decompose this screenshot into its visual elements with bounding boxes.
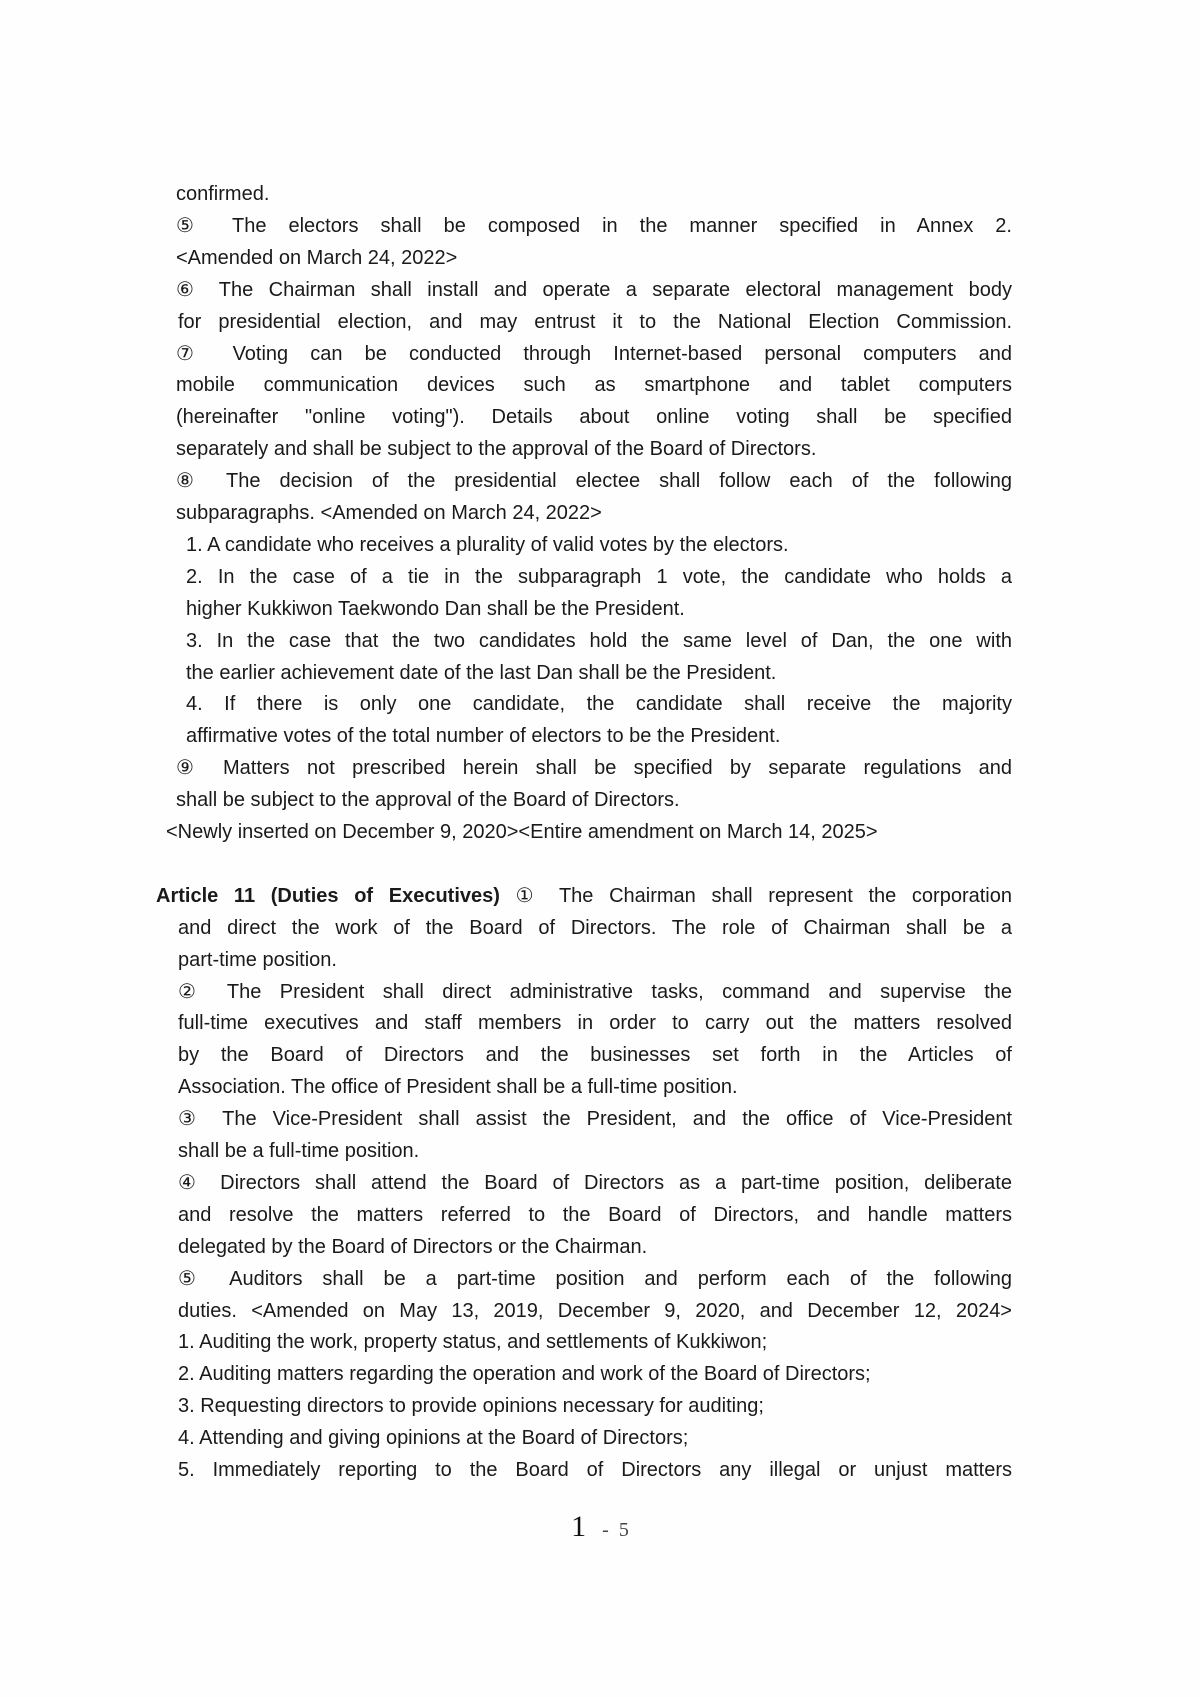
text-line: ③ The Vice-President shall assist the President, and the office of Vice-President [178,1108,1012,1131]
text-line: delegated by the Board of Directors or the Chairman. [178,1235,648,1258]
text-line: for presidential election, and may entrust it to the National Election Commission. [178,310,1012,333]
text-line: 1. Auditing the work, property status, and settlements of Kukkiwon; [178,1331,768,1354]
page-separator: - [602,1519,609,1541]
text-line: <Newly inserted on December 9, 2020><Entire amendment on March 14, 2025> [166,821,878,843]
text-line: ② The President shall direct administrative tasks, command and supervise the [178,980,1012,1003]
text-line: (hereinafter "online voting"). Details about online voting shall be specified [176,406,1012,429]
text-line: mobile communication devices such as smartphone and tablet computers [176,374,1012,397]
text-line: 5. Immediately reporting to the Board of Directors any illegal or unjust matters [178,1459,1012,1481]
text-line: ⑥ The Chairman shall install and operate a separate electoral management body [176,278,1012,301]
text-line: shall be subject to the approval of the Board of Directors. [176,789,680,812]
text-line: 3. Requesting directors to provide opinions necessary for auditing; [178,1395,764,1418]
text-line: confirmed. [176,183,270,205]
text-line: ⑤ Auditors shall be a part-time position and perform each of the following [178,1267,1012,1290]
text-line: 3. In the case that the two candidates hold the same level of Dan, the one with [186,629,1012,652]
text-line: and resolve the matters referred to the Board of Directors, and handle matters [178,1203,1012,1226]
text-line: by the Board of Directors and the businesses set forth in the Articles of [178,1044,1012,1067]
text-line: ⑦ Voting can be conducted through Internet-based personal computers and [176,342,1012,365]
text-line: part-time position. [178,948,337,971]
text-line: ⑧ The decision of the presidential electee shall follow each of the following [176,470,1012,493]
text-line: 1. A candidate who receives a plurality of valid votes by the electors. [186,533,789,556]
text-line: separately and shall be subject to the approval of the Board of Directors. [176,438,817,461]
text-line: 2. Auditing matters regarding the operation and work of the Board of Directors; [178,1363,871,1386]
text-line: Association. The office of President shall be a full-time position. [178,1076,738,1099]
text-line: ⑤ The electors shall be composed in the manner specified in Annex 2. [176,214,1012,237]
text-line: 4. If there is only one candidate, the candidate shall receive the majority [186,693,1012,716]
text-line: ④ Directors shall attend the Board of Directors as a part-time position, deliberate [178,1171,1012,1194]
page-number [0,1510,1200,1544]
text-line: and direct the work of the Board of Directors. The role of Chairman shall be a [178,916,1012,939]
text-line: ⑨ Matters not prescribed herein shall be specified by separate regulations and [176,757,1012,780]
text-line [176,848,1012,880]
text-line: full-time executives and staff members in order to carry out the matters resolved [178,1012,1012,1035]
text-line: 2. In the case of a tie in the subparagraph 1 vote, the candidate who holds a [186,565,1012,588]
text-line: subparagraphs. <Amended on March 24, 2022> [176,502,602,524]
text-line: <Amended on March 24, 2022> [176,246,458,269]
article-heading-line [156,880,1012,912]
article-title: Article 11 (Duties of Executives) [156,884,500,907]
article-text: ① The Chairman shall represent the corporation [499,884,1012,907]
text-line: shall be a full-time position. [178,1140,420,1162]
text-line: the earlier achievement date of the last Dan shall be the President. [186,661,777,684]
text-line: 4. Attending and giving opinions at the Board of Directors; [178,1427,689,1450]
text-line: higher Kukkiwon Taekwondo Dan shall be the President. [186,597,685,620]
page-index: 5 [618,1519,629,1541]
page-chapter: 1 [571,1510,587,1543]
text-line: affirmative votes of the total number of electors to be the President. [186,725,781,748]
text-line: duties. <Amended on May 13, 2019, December 9, 2020, and December 12, 2024> [178,1299,1012,1322]
